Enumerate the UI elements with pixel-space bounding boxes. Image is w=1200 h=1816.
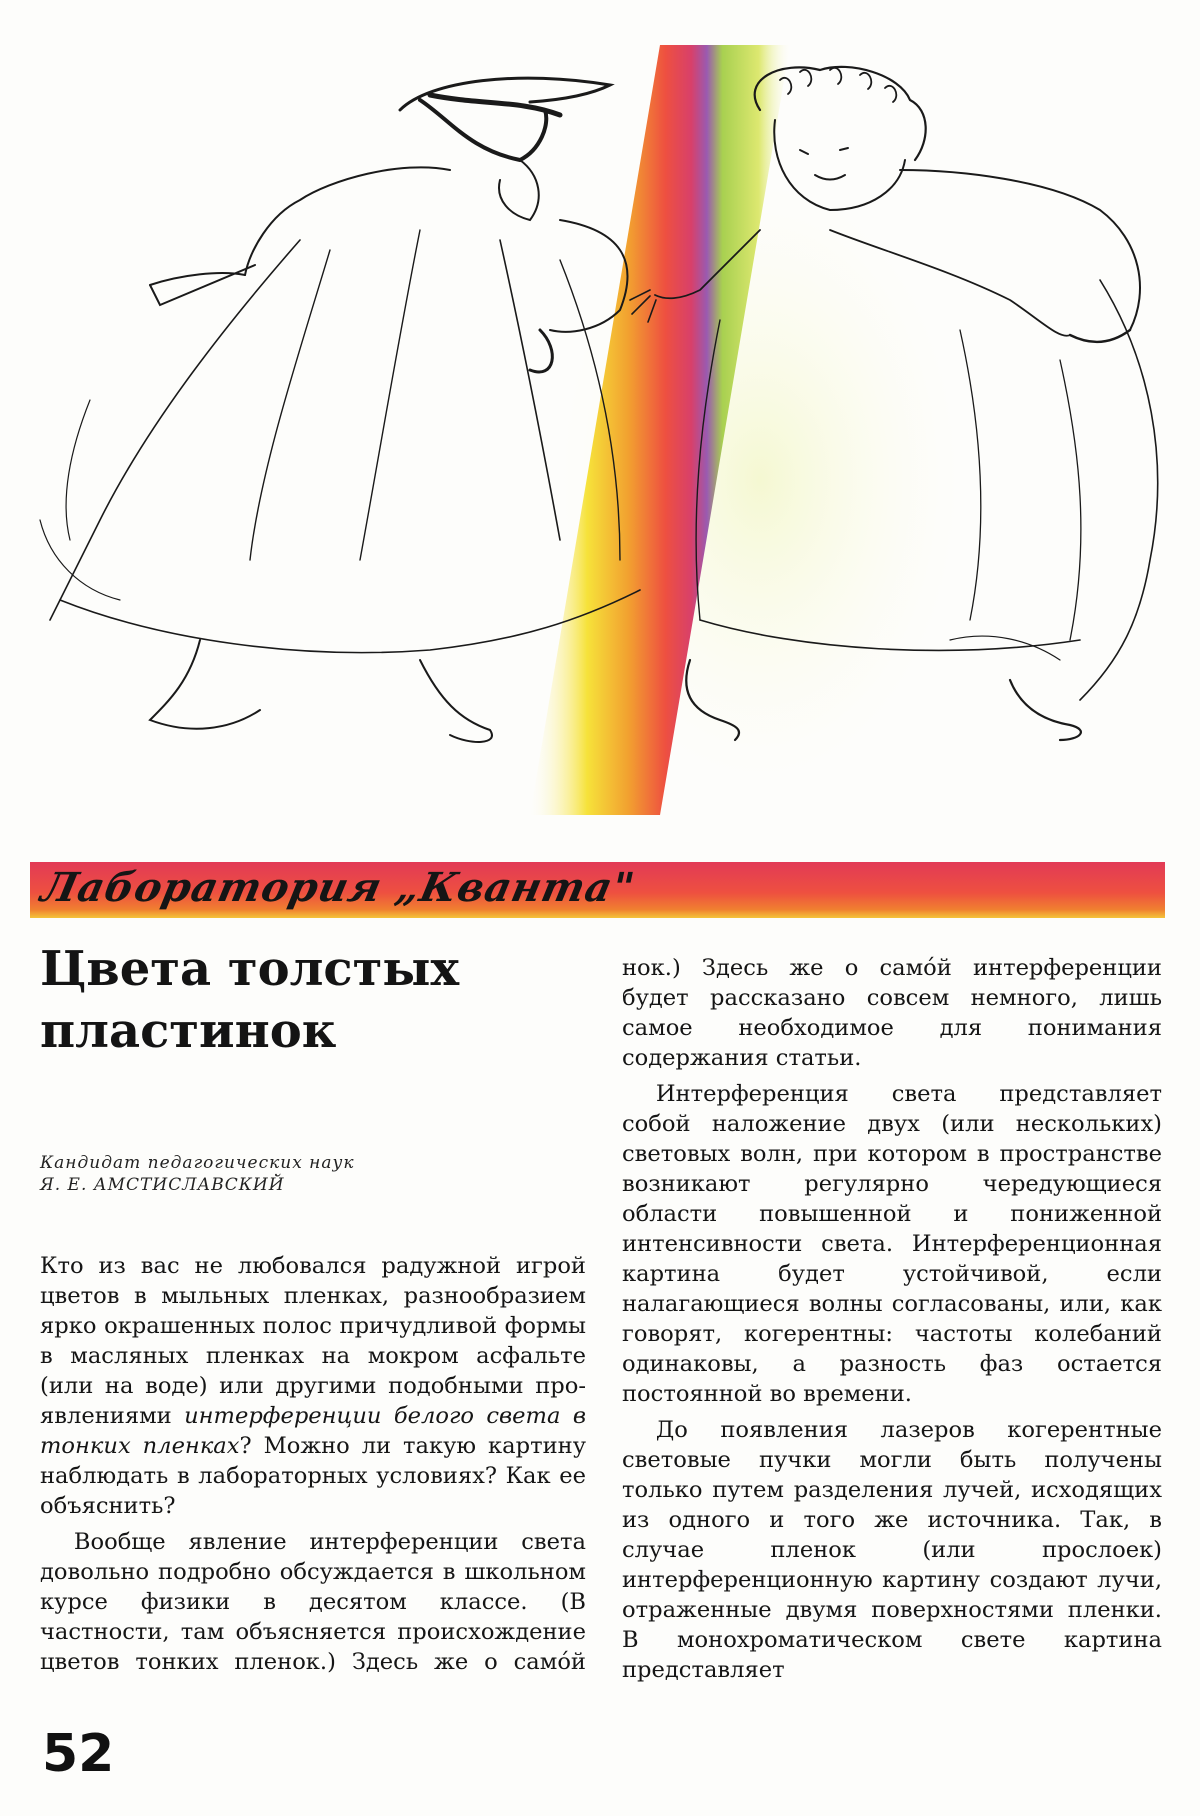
paragraph-intro [40,1251,586,1521]
paragraph-school-course: Вообще явление интерференции света довольно подробно обсуждается в школьном курсе физики в десятом классе. (В частности, там объясняется происхождение цветов тонких пленок.) Здесь же о само́й [40,1529,586,1675]
author-title: Кандидат педагогических наук [40,1153,355,1173]
left-figure-sketch [40,78,640,742]
article-title: Цвета толстых пластинок [40,941,460,1059]
rainbow-figures-drawing [0,0,1200,840]
section-banner [30,862,1165,920]
text-column-right [622,953,1162,1685]
page-number: 52 [42,1724,115,1784]
section-label: Лаборатория „Кванта" [37,864,640,911]
paragraph-continued: нок.) Здесь же о само́й интерференции будет рассказано совсем немного, лишь самое необходимое для понимания содержания статьи. [622,955,1162,1071]
paragraph-interference-definition: Интерференция света представляет собой наложение двух (или нескольких) световых волн, при котором в пространстве возникают регулярно чередующиеся области повышенной и пониженной интенсивности света. Интерференционная картина будет устойчивой, если налагающиеся волны согласованы, или, как говорят, когерентны: частоты колебаний одинаковы, а разность фаз остается постоянной во времени. [622,1081,1162,1407]
paragraph-lasers: До появления лазеров когерентные световые пучки могли быть получены только путем разделения лучей, исходящих из одного и того же источника. Так, в случае пленок (или прослоек) интерференционную картину создают лучи, отраженные двумя поверхностями пленки. В монохроматическом свете картина представляет [622,1417,1162,1683]
author-name: Я. Е. АМСТИСЛАВСКИЙ [40,1175,285,1195]
paragraph-intro-end: ? Можно ли такую картину наблюдать в лабораторных условиях? Как ее объяснить? [40,1433,586,1519]
paragraph-intro-text: Кто из вас не любовался радужной игрой цветов в мыльных пленках, разнообразием ярко окрашенных полос причудливой формы в масляных пленках на мокром асфальте (или на воде) или другими подобными проявлениями [40,1253,586,1429]
emphasis-term: интерференции белого света в тонких пленках [40,1403,586,1459]
text-column-left [40,1251,586,1677]
byline [40,1152,600,1196]
illustration [0,0,1200,840]
